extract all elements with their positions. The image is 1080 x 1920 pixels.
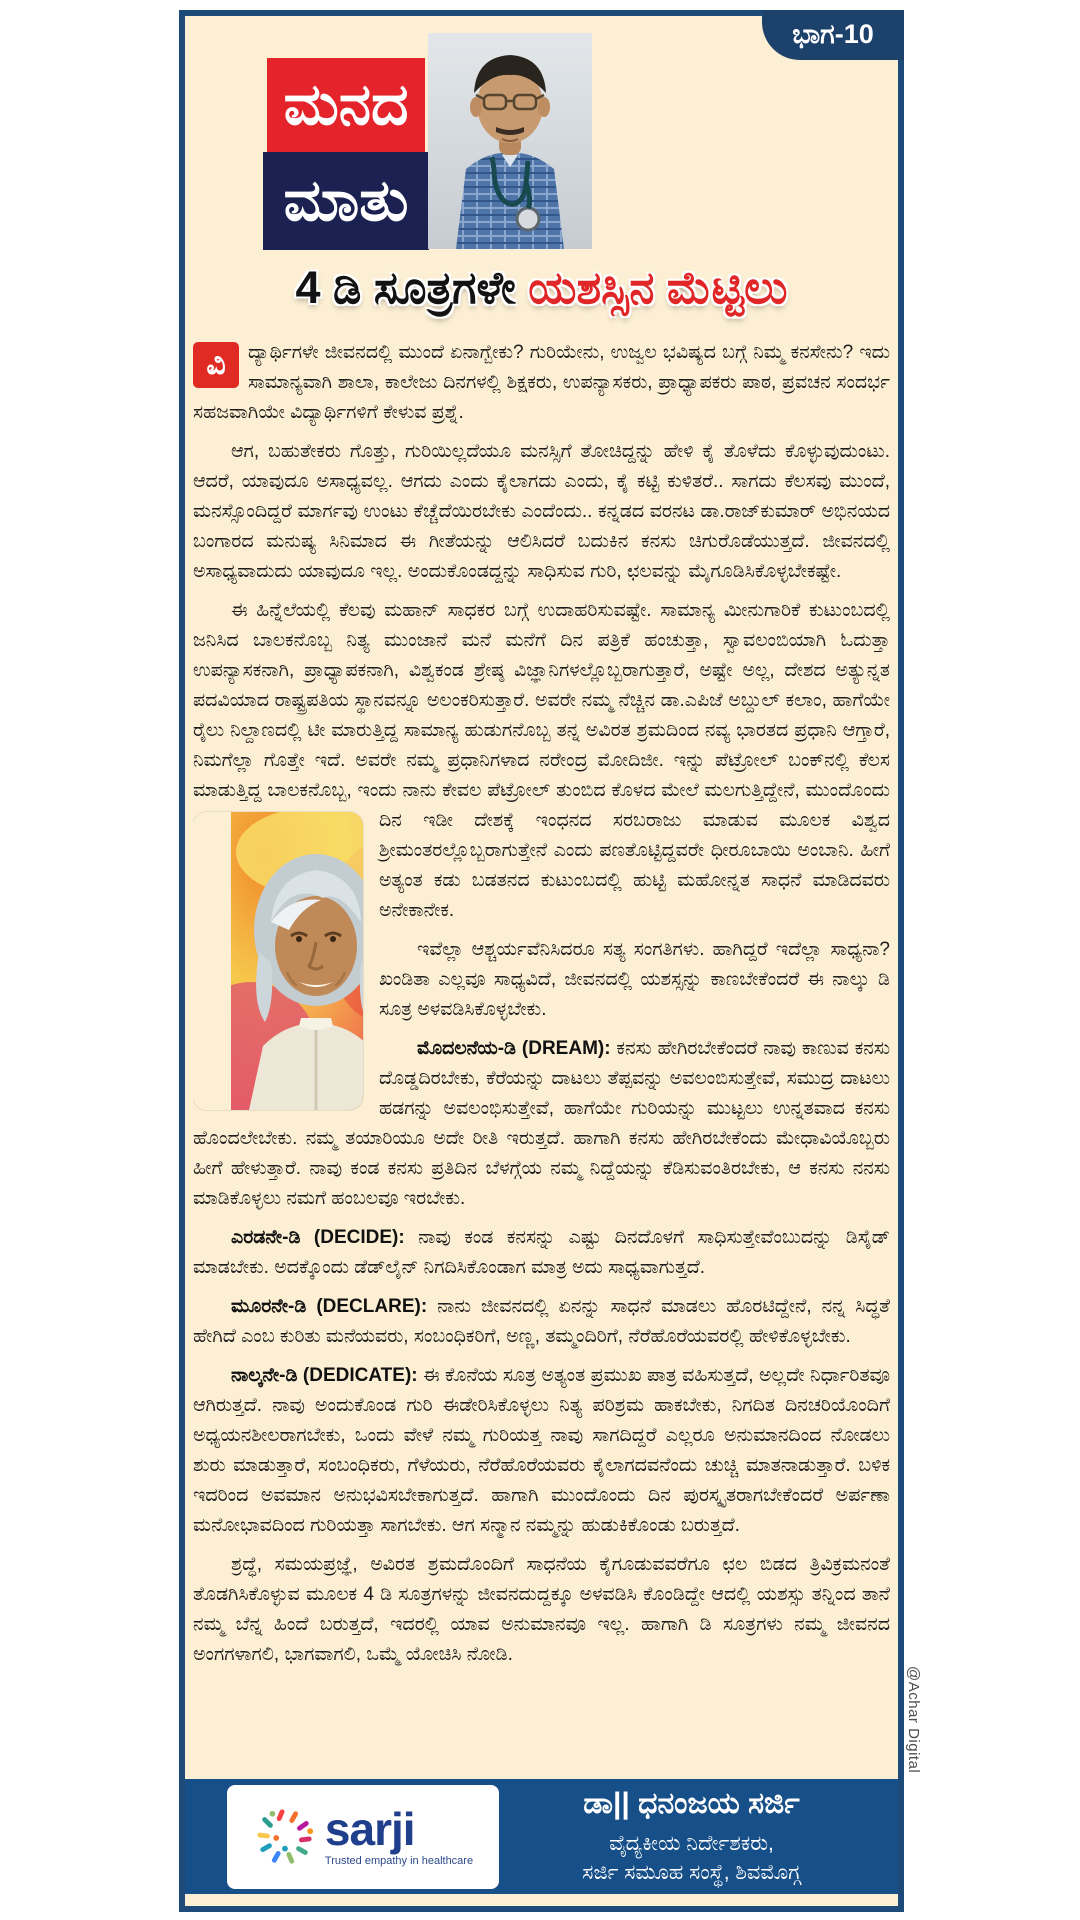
section-declare [193,1292,890,1352]
drop-cap: ವಿ [193,342,239,388]
page-border [179,10,904,1912]
masthead-red-block [267,58,425,152]
paragraph-text: ಶ್ರದ್ಧೆ, ಸಮಯಪ್ರಜ್ಞೆ, ಅವಿರತ ಶ್ರಮದೊಂದಿಗೆ ಸಾಧನೆಯ ಕೈಗೂಡುವವರೆಗೂ ಛಲ ಬಿಡದ ತ್ರಿವಿಕ್ರಮನಂತೆ ತೊಡಗಿಸಿಕೊಳ್ಳುವ ಮೂಲಕ 4 ಡಿ ಸೂತ್ರಗಳನ್ನು ಜೀವನದುದ್ದಕ್ಕೂ ಅಳವಡಿಸಿ ಕೊಂಡಿದ್ದೇ ಆದಲ್ಲಿ ಯಶಸ್ಸು ತನ್ನಿಂದ ತಾನೆ ನಮ್ಮ ಬೆನ್ನ ಹಿಂದೆ ಬರುತ್ತದೆ, ಇದರಲ್ಲಿ ಯಾವ ಅನುಮಾನವೂ ಇಲ್ಲ. ಹಾಗಾಗಿ ಡಿ ಸೂತ್ರಗಳು ನಮ್ಮ ಜೀವನದ ಅಂಗಗಳಾಗಲಿ, ಭಾಗವಾಗಲಿ, ಒಮ್ಮೆ ಯೋಚಿಸಿ ನೋಡಿ. [193,1554,890,1665]
paragraph-text: ಆಗ, ಬಹುತೇಕರು ಗೊತ್ತು, ಗುರಿಯಿಲ್ಲದೆಯೂ ಮನಸ್ಸಿಗೆ ತೋಚಿದ್ದನ್ನು ಹೇಳಿ ಕೈ ತೊಳೆದು ಕೊಳ್ಳುವುದುಂಟು. ಆದರೆ, ಯಾವುದೂ ಅಸಾಧ್ಯವಲ್ಲ. ಆಗದು ಎಂದು ಕೈಲಾಗದು ಎಂದು, ಕೈ ಕಟ್ಟಿ ಕುಳಿತರೆ.. ಸಾಗದು ಕೆಲಸವು ಮುಂದೆ, ಮನಸ್ಸೊಂದಿದ್ದರೆ ಮಾರ್ಗವು ಉಂಟು ಕೆಚ್ಚೆದೆಯಿರಬೇಕು ಎಂದೆಂದು.. ಕನ್ನಡದ ವರನಟ ಡಾ.ರಾಜ್‌ಕುಮಾರ್ ಅಭಿನಯದ ಬಂಗಾರದ ಮನುಷ್ಯ ಸಿನಿಮಾದ ಈ ಗೀತೆಯನ್ನು ಆಲಿಸಿದರೆ ಬದುಕಿನ ಕನಸು ಚಿಗುರೊಡೆಯುತ್ತದೆ. ಜೀವನದಲ್ಲಿ ಅಸಾಧ್ಯವಾದುದು ಯಾವುದೂ ಇಲ್ಲ. ಅಂದುಕೊಂಡದ್ದನ್ನು ಸಾಧಿಸುವ ಗುರಿ, ಛಲವನ್ನು ಮೈಗೂಡಿಸಿಕೊಳ್ಳಬೇಕಷ್ಟೇ. [193,441,890,582]
section-dedicate [193,1361,890,1541]
doctor-organisation: ಸರ್ಜಿ ಸಮೂಹ ಸಂಸ್ಥೆ, ಶಿವಮೊಗ್ಗ [582,1860,801,1884]
masthead-navy-block [263,152,429,250]
headline [185,262,898,315]
headline-red-part: ಯಶಸ್ಸಿನ ಮೆಟ್ಟಿಲು [528,262,788,313]
section-dream-text: ಕನಸು ಹೇಗಿರಬೇಕೆಂದರೆ ನಾವು ಕಾಣುವ ಕನಸು ದೊಡ್ಡದಿರಬೇಕು, ಕೆರೆಯನ್ನು ದಾಟಲು ತೆಪ್ಪವನ್ನು ಅವಲಂಬಿಸುತ್ತೇವೆ, ಸಮುದ್ರ ದಾಟಲು ಹಡಗನ್ನು ಅವಲಂಭಿಸುತ್ತೇವೆ, ಹಾಗೆಯೇ ಗುರಿಯನ್ನು ಮುಟ್ಟಲು ಉನ್ನತವಾದ ಕನಸು ಹೊಂದಲೇಬೇಕು. ನಮ್ಮ ತಯಾರಿಯೂ ಅದೇ ರೀತಿ ಇರುತ್ತದೆ. ಹಾಗಾಗಿ ಕನಸು ಹೇಗಿರಬೇಕೆಂದು ಮೇಧಾವಿಯೊಬ್ಬರು ಹೀಗೆ ಹೇಳುತ್ತಾರೆ. ನಾವು ಕಂಡ ಕನಸು ಪ್ರತಿದಿನ ಬೆಳಗ್ಗೆಯ ನಮ್ಮ ನಿದ್ದೆಯನ್ನು ಕೆಡಿಸುವಂತಿರಬೇಕು, ಆ ಕನಸು ನನಸು ಮಾಡಿಕೊಳ್ಳಲು ನಮಗೆ ಹಂಬಲವೂ ಇರಬೇಕು. [193,1038,890,1209]
paragraph-intro-text: ದ್ಯಾರ್ಥಿಗಳೇ ಜೀವನದಲ್ಲಿ ಮುಂದೆ ಏನಾಗ್ಬೇಕು? ಗುರಿಯೇನು, ಉಜ್ವಲ ಭವಿಷ್ಯದ ಬಗ್ಗೆ ನಿಮ್ಮ ಕನಸೇನು? ಇದು ಸಾಮಾನ್ಯವಾಗಿ ಶಾಲಾ, ಕಾಲೇಜು ದಿನಗಳಲ್ಲಿ ಶಿಕ್ಷಕರು, ಉಪನ್ಯಾಸಕರು, ಪ್ರಾಧ್ಯಾಪಕರು ಪಾಠ, ಪ್ರವಚನ ಸಂದರ್ಭ ಸಹಜವಾಗಿಯೇ ವಿದ್ಯಾರ್ಥಿಗಳಿಗೆ ಕೇಳುವ ಪ್ರಶ್ನೆ. [193,342,890,423]
section-decide-lead: ಎರಡನೇ-ಡಿ (DECIDE): [231,1227,405,1248]
section-dedicate-text: ಈ ಕೊನೆಯ ಸೂತ್ರ ಅತ್ಯಂತ ಪ್ರಮುಖ ಪಾತ್ರ ವಹಿಸುತ್ತದೆ, ಅಲ್ಲದೇ ನಿರ್ಧಾರಿತವೂ ಆಗಿರುತ್ತದೆ. ನಾವು ಅಂದುಕೊಂಡ ಗುರಿ ಈಡೇರಿಸಿಕೊಳ್ಳಲು ನಿತ್ಯ ಪರಿಶ್ರಮ ಹಾಕಬೇಕು, ನಿಗದಿತ ದಿನಚರಿಯೊಂದಿಗೆ ಅಧ್ಯಯನಶೀಲರಾಗಬೇಕು, ಒಂದು ವೇಳೆ ನಮ್ಮ ಗುರಿಯತ್ತ ನಾವು ಸಾಗದಿದ್ದರೆ ಎಲ್ಲರೂ ಅನುಮಾನದಿಂದ ನೋಡಲು ಶುರು ಮಾಡುತ್ತಾರೆ, ಸಂಬಂಧಿಕರು, ಗೆಳೆಯರು, ನೆರೆಹೊರೆಯವರು ಕೈಲಾಗದವನೆಂದು ಚುಚ್ಚಿ ಮಾತನಾಡುತ್ತಾರೆ. ಬಳಿಕ ಇದರಿಂದ ಅವಮಾನ ಅನುಭವಿಸಬೇಕಾಗುತ್ತದೆ. ಹಾಗಾಗಿ ಮುಂದೊಂದು ದಿನ ಪುರಸ್ಕೃತರಾಗಬೇಕೆಂದರೆ ಅರ್ಪಣಾ ಮನೋಭಾವದಿಂದ ಗುರಿಯತ್ತಾ ಸಾಗಬೇಕು. ಆಗ ಸನ್ಮಾನ ನಮ್ಮನ್ನು ಹುಡುಕಿಕೊಂಡು ಬರುತ್ತದೆ. [193,1365,890,1536]
sarji-burst-icon [253,1806,315,1868]
section-dedicate-lead: ನಾಲ್ಕನೇ-ಡಿ (DEDICATE): [231,1365,418,1386]
masthead [185,16,898,266]
paragraph-text: ಇವೆಲ್ಲಾ ಆಶ್ಚರ್ಯವೆನಿಸಿದರೂ ಸತ್ಯ ಸಂಗತಿಗಳು. ಹಾಗಿದ್ದರೆ ಇದೆಲ್ಲಾ ಸಾಧ್ಯನಾ? ಖಂಡಿತಾ ಎಲ್ಲವೂ ಸಾಧ್ಯವಿದೆ, ಜೀವನದಲ್ಲಿ ಯಶಸ್ಸನ್ನು ಕಾಣಬೇಕೆಂದರೆ ಈ ನಾಲ್ಕು ಡಿ ಸೂತ್ರ ಅಳವಡಿಸಿಕೊಳ್ಳಬೇಕು. [379,939,890,1020]
doctor-photo [428,33,592,249]
section-dream-lead: ಮೊದಲನೆಯ-ಡಿ (DREAM): [417,1038,611,1059]
section-decide [193,1223,890,1283]
paragraph [193,437,890,587]
footer-author-block [499,1787,898,1887]
section-declare-lead: ಮೂರನೇ-ಡಿ (DECLARE): [231,1296,428,1317]
article-body [193,338,890,1760]
masthead-line2: ಮಾತು [283,168,409,233]
part-badge [762,10,904,60]
kalam-portrait [193,812,363,1110]
paragraph-text: ಈ ಹಿನ್ನೆಲೆಯಲ್ಲಿ ಕೆಲವು ಮಹಾನ್ ಸಾಧಕರ ಬಗ್ಗೆ ಉದಾಹರಿಸುವಷ್ಟೇ. ಸಾಮಾನ್ಯ ಮೀನುಗಾರಿಕೆ ಕುಟುಂಬದಲ್ಲಿ ಜನಿಸಿದ ಬಾಲಕನೊಬ್ಬ ನಿತ್ಯ ಮುಂಜಾನೆ ಮನೆ ಮನೆಗೆ ದಿನ ಪತ್ರಿಕೆ ಹಂಚುತ್ತಾ, ಸ್ವಾವಲಂಬಿಯಾಗಿ ಓದುತ್ತಾ ಉಪನ್ಯಾಸಕನಾಗಿ, ಪ್ರಾಧ್ಯಾಪಕನಾಗಿ, ವಿಶ್ವಕಂಡ ಶ್ರೇಷ್ಠ ವಿಜ್ಞಾನಿಗಳಲ್ಲೊಬ್ಬರಾಗುತ್ತಾರೆ, ಅಷ್ಟೇ ಅಲ್ಲ, ದೇಶದ ಅತ್ಯುನ್ನತ ಪದವಿಯಾದ ರಾಷ್ಟ್ರಪತಿಯ ಸ್ಥಾನವನ್ನೂ ಅಲಂಕರಿಸುತ್ತಾರೆ. ಅವರೇ ನಮ್ಮ ನೆಚ್ಚಿನ ಡಾ.ಎಪಿಜೆ ಅಬ್ದುಲ್ ಕಲಾಂ, ಹಾಗೆಯೇ ರೈಲು ನಿಲ್ದಾಣದಲ್ಲಿ ಟೀ ಮಾರುತ್ತಿದ್ದ ಸಾಮಾನ್ಯ ಹುಡುಗನೊಬ್ಬ ತನ್ನ ಅವಿರತ ಶ್ರಮದಿಂದ ನವ್ಯ ಭಾರತದ ಪ್ರಧಾನಿ ಆಗ್ತಾರೆ, ನಿಮಗೆಲ್ಲಾ ಗೊತ್ತೇ ಇದೆ. ಅವರೇ ನಮ್ಮ ಪ್ರಧಾನಿಗಳಾದ ನರೇಂದ್ರ ಮೋದಿಜೀ. ಇನ್ನು ಪೆಟ್ರೋಲ್ ಬಂಕ್‌ನಲ್ಲಿ ಕೆಲಸ ಮಾಡುತ್ತಿದ್ದ ಬಾಲಕನೊಬ್ಬ, ಇಂದು ನಾನು ಕೇವಲ ಪೆಟ್ರೋಲ್ ತುಂಬಿದ ಕೊಳದ ಮೇಲೆ ಮಲಗುತ್ತಿದ್ದೇನೆ, ಮುಂದೊಂದು ದಿನ ಇಡೀ ದೇಶಕ್ಕೆ ಇಂಧನದ ಸರಬರಾಜು ಮಾಡುವ ಮೂಲಕ ವಿಶ್ವದ [193,600,890,831]
sarji-tagline: Trusted empathy in healthcare [324,1855,474,1867]
paragraph-achievers [193,596,890,926]
doctor-role: ವೈದ್ಯಕೀಯ ನಿರ್ದೇಶಕರು, [609,1831,774,1855]
paragraph-conclusion [193,1550,890,1670]
sarji-logo-card [227,1785,499,1889]
section-decide-text: ನಾವು ಕಂಡ ಕನಸನ್ನು ಎಷ್ಟು ದಿನದೊಳಗೆ ಸಾಧಿಸುತ್ತೇವೆಂಬುದನ್ನು ಡಿಸೈಡ್ ಮಾಡಬೇಕು. ಅದಕ್ಕೊಂದು ಡೆಡ್‌ಲೈನ್ ನಿಗದಿಸಿಕೊಂಡಾಗ ಮಾತ್ರ ಅದು ಸಾಧ್ಯವಾಗುತ್ತದೆ. [193,1227,890,1278]
doctor-photo-illustration [428,33,592,249]
doctor-name: ಡಾ|| ಧನಂಜಯ ಸರ್ಜಿ [583,1786,800,1820]
part-badge-label: ಭಾಗ-10 [792,19,874,49]
photo-credit-watermark: @Achar Digital [905,1666,922,1774]
paragraph-intro [193,338,890,428]
footer-bar [185,1779,898,1894]
paragraph-text: ಶ್ರೀಮಂತರಲ್ಲೊಬ್ಬರಾಗುತ್ತೇನೆ ಎಂದು ಪಣತೊಟ್ಟಿದ್ದವರೇ ಧೀರೂಬಾಯಿ ಅಂಬಾನಿ. ಹೀಗೆ ಅತ್ಯಂತ ಕಡು ಬಡತನದ ಕುಟುಂಬದಲ್ಲಿ ಹುಟ್ಟಿ ಮಹೋನ್ನತ ಸಾಧನೆ ಮಾಡಿದವರು ಅನೇಕಾನೇಕ. [379,840,890,921]
kalam-portrait-illustration [231,812,363,1110]
section-declare-text: ನಾನು ಜೀವನದಲ್ಲಿ ಏನನ್ನು ಸಾಧನೆ ಮಾಡಲು ಹೊರಟಿದ್ದೇನೆ, ನನ್ನ ಸಿದ್ಧತೆ ಹೇಗಿದೆ ಎಂಬ ಕುರಿತು ಮನೆಯವರು, ಸಂಬಂಧಿಕರಿಗೆ, ಅಣ್ಣ, ತಮ್ಮಂದಿರಿಗೆ, ನೆರೆಹೊರೆಯವರಲ್ಲಿ ಹೇಳಿಕೊಳ್ಳಬೇಕು. [193,1296,890,1347]
masthead-line1: ಮನದ [283,72,409,137]
headline-black-part: 4 ಡಿ ಸೂತ್ರಗಳೇ [295,262,516,313]
sarji-wordmark: sarji [324,1803,415,1855]
